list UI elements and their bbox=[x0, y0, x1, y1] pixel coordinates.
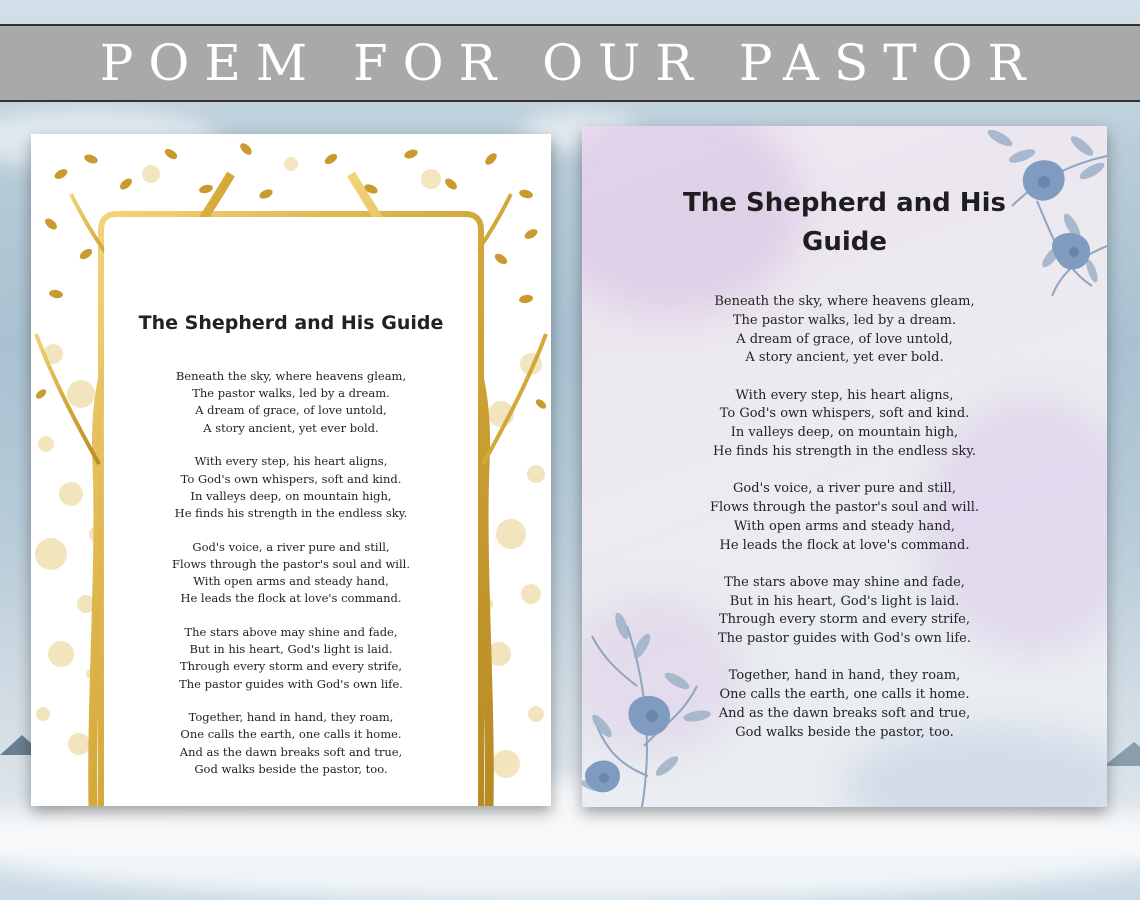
poem-line: The stars above may shine and fade, bbox=[724, 574, 965, 590]
poem-line: With open arms and steady hand, bbox=[733, 518, 956, 534]
poem-line: One calls the earth, one calls it home. bbox=[719, 687, 970, 703]
poem-line: In valleys deep, on mountain high, bbox=[190, 488, 392, 503]
poem-line: A dream of grace, of love untold, bbox=[736, 331, 953, 347]
poem-line: With open arms and steady hand, bbox=[193, 574, 389, 589]
poem-title-line: Guide bbox=[801, 227, 887, 257]
poem-line: One calls the earth, one calls it home. bbox=[180, 727, 402, 742]
poem-line: Together, hand in hand, they roam, bbox=[188, 710, 394, 725]
poem-stanza bbox=[31, 368, 551, 437]
poem-line: Beneath the sky, where heavens gleam, bbox=[175, 369, 407, 383]
poem-line: But in his heart, God's light is laid. bbox=[729, 593, 960, 609]
poem-body bbox=[31, 368, 551, 795]
poem-line: And as the dawn breaks soft and true, bbox=[718, 705, 971, 721]
poem-stanza bbox=[582, 387, 1107, 462]
poem-line: The pastor guides with God's own life. bbox=[717, 631, 972, 647]
poem-title bbox=[582, 184, 1107, 262]
poem-line: God walks beside the pastor, too. bbox=[735, 724, 954, 740]
poem-line: The stars above may shine and fade, bbox=[184, 624, 398, 639]
poem-line: Beneath the sky, where heavens gleam, bbox=[714, 294, 975, 309]
poem-stanza bbox=[582, 667, 1107, 742]
poem-line: A story ancient, yet ever bold. bbox=[745, 350, 944, 366]
poem-line: In valleys deep, on mountain high, bbox=[730, 425, 959, 441]
poem-card-floral bbox=[582, 126, 1107, 807]
poem-title: The Shepherd and His Guide bbox=[138, 312, 444, 334]
poem-line: A story ancient, yet ever bold. bbox=[203, 420, 379, 435]
poem-line: To God's own whispers, soft and kind. bbox=[180, 471, 402, 486]
background-mountain bbox=[1104, 742, 1140, 766]
poem-line: Through every storm and every strife, bbox=[718, 612, 970, 628]
title-banner bbox=[0, 24, 1140, 102]
poem-line: The pastor walks, led by a dream. bbox=[192, 386, 390, 401]
poem-line: He finds his strength in the endless sky. bbox=[174, 505, 408, 520]
poem-line: God walks beside the pastor, too. bbox=[194, 761, 388, 776]
poem-card-gold bbox=[31, 134, 551, 806]
poem-stanza bbox=[31, 453, 551, 522]
banner-title: POEM FOR OUR PASTOR bbox=[99, 34, 1041, 92]
poem-line: A dream of grace, of love untold, bbox=[195, 403, 387, 418]
poem-stanza bbox=[31, 539, 551, 608]
poem-line: The pastor guides with God's own life. bbox=[179, 676, 403, 691]
poem-line: God's voice, a river pure and still, bbox=[733, 481, 956, 497]
poem-line: Flows through the pastor's soul and will. bbox=[171, 556, 410, 571]
poem-line: With every step, his heart aligns, bbox=[735, 387, 954, 403]
poem-stanza bbox=[582, 574, 1107, 649]
poem-line: To God's own whispers, soft and kind. bbox=[719, 406, 970, 422]
poem-line: With every step, his heart aligns, bbox=[194, 454, 388, 469]
poem-line: He leads the flock at love's command. bbox=[180, 591, 402, 606]
poem-line: Through every storm and every strife, bbox=[179, 659, 403, 674]
poem-line: He leads the flock at love's command. bbox=[719, 537, 970, 553]
poem-line: The pastor walks, led by a dream. bbox=[732, 312, 957, 328]
poem-line: But in his heart, God's light is laid. bbox=[189, 642, 393, 657]
poem-line: Flows through the pastor's soul and will. bbox=[709, 499, 980, 515]
poem-line: And as the dawn breaks soft and true, bbox=[179, 744, 403, 759]
poem-line: God's voice, a river pure and still, bbox=[192, 539, 390, 554]
poem-line: Together, hand in hand, they roam, bbox=[728, 668, 961, 684]
poem-line: He finds his strength in the endless sky. bbox=[713, 443, 976, 459]
poem-body bbox=[582, 293, 1107, 761]
poem-stanza bbox=[582, 480, 1107, 555]
poem-title-line: The Shepherd and His bbox=[683, 188, 1006, 218]
poem-stanza bbox=[582, 293, 1107, 368]
poem-stanza bbox=[31, 709, 551, 778]
poem-stanza bbox=[31, 624, 551, 693]
